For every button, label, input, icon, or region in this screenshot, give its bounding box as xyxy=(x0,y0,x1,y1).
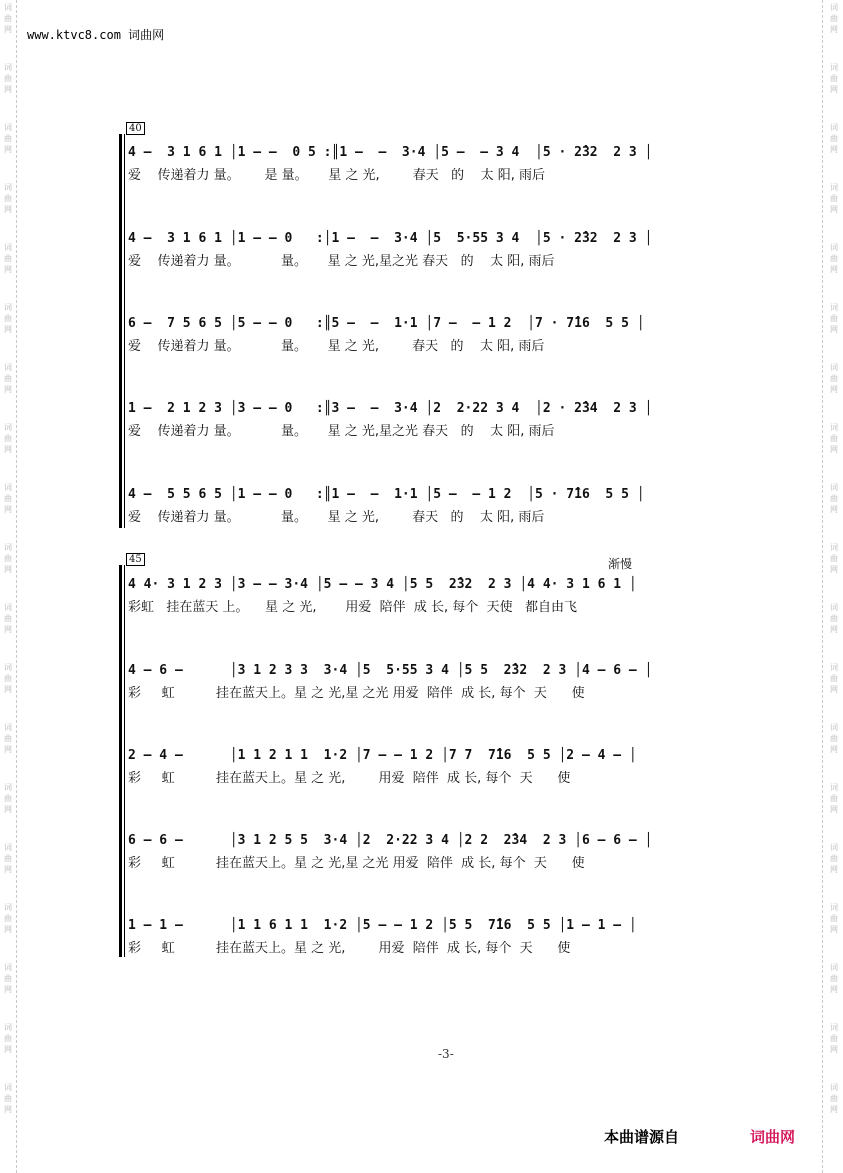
watermark-char: 词 xyxy=(4,783,12,792)
watermark-char: 网 xyxy=(4,505,12,514)
watermark-char: 网 xyxy=(830,685,838,694)
watermark-block xyxy=(827,302,841,335)
watermark-char: 词 xyxy=(4,903,12,912)
voice-part xyxy=(118,142,768,192)
watermark-char: 词 xyxy=(830,363,838,372)
watermark-char: 网 xyxy=(4,445,12,454)
watermark-char: 词 xyxy=(4,723,12,732)
notation-line: 4 4· 3 1 2 3 │3 – – 3·4 │5 – – 3 4 │5 5 2̂32 2 3 │4 4· 3 1 6 1 │ xyxy=(128,577,637,592)
watermark-char: 网 xyxy=(4,685,12,694)
watermark-char: 网 xyxy=(4,85,12,94)
watermark-char: 词 xyxy=(830,1083,838,1092)
watermark-block xyxy=(1,962,15,995)
watermark-char: 网 xyxy=(4,265,12,274)
lyrics-line: 彩 虹 挂在蓝天上。星 之 光,星 之光 用爱 陪伴 成 长, 每个 天 使 xyxy=(128,856,585,871)
watermark-char: 词 xyxy=(830,843,838,852)
watermark-block xyxy=(827,542,841,575)
watermark-block xyxy=(1,722,15,755)
watermark-char: 网 xyxy=(4,745,12,754)
watermark-char: 曲 xyxy=(830,254,838,263)
notation-line: 1 – 1 – │1 1 6 1 1 1·2 │5 – – 1 2 │5 5 7̂16 5 5 │1 – 1 – │ xyxy=(128,918,637,933)
watermark-char: 网 xyxy=(4,145,12,154)
watermark-char: 曲 xyxy=(4,194,12,203)
watermark-block xyxy=(1,1082,15,1115)
watermark-char: 词 xyxy=(830,423,838,432)
watermark-char: 网 xyxy=(4,205,12,214)
watermark-char: 曲 xyxy=(4,14,12,23)
watermark-char: 词 xyxy=(830,963,838,972)
watermark-block xyxy=(1,842,15,875)
watermark-char: 曲 xyxy=(830,554,838,563)
watermark-block xyxy=(827,122,841,155)
watermark-block xyxy=(827,182,841,215)
watermark-char: 曲 xyxy=(830,974,838,983)
watermark-block xyxy=(827,842,841,875)
watermark-char: 网 xyxy=(830,1105,838,1114)
watermark-char: 曲 xyxy=(4,854,12,863)
watermark-char: 网 xyxy=(830,805,838,814)
voice-part xyxy=(118,398,768,448)
watermark-char: 网 xyxy=(4,325,12,334)
watermark-char: 曲 xyxy=(830,374,838,383)
watermark-char: 网 xyxy=(830,385,838,394)
watermark-char: 词 xyxy=(830,723,838,732)
watermark-char: 词 xyxy=(830,3,838,12)
watermark-char: 曲 xyxy=(830,434,838,443)
watermark-char: 曲 xyxy=(4,734,12,743)
watermark-char: 网 xyxy=(830,625,838,634)
voice-part xyxy=(118,574,768,624)
lyrics-line: 爱 传递着力 量。 量。 星 之 光,星之光 春天 的 太 阳, 雨后 xyxy=(128,424,555,439)
lyrics-line: 爱 传递着力 量。 是 量。 星 之 光, 春天 的 太 阳, 雨后 xyxy=(128,168,546,183)
watermark-char: 网 xyxy=(830,865,838,874)
watermark-block xyxy=(1,662,15,695)
watermark-char: 曲 xyxy=(830,1094,838,1103)
watermark-char: 词 xyxy=(830,123,838,132)
watermark-block xyxy=(1,2,15,35)
left-watermark-strip xyxy=(0,0,17,1173)
watermark-char: 曲 xyxy=(4,1094,12,1103)
watermark-char: 词 xyxy=(830,243,838,252)
notation-line: 4 – 3 1 6 1 │1 – – 0 5 :║1 – – 3·4 │5 – – 3 4 │5 · 2̂32 2 3 │ xyxy=(128,145,653,160)
watermark-block xyxy=(827,662,841,695)
watermark-char: 词 xyxy=(4,303,12,312)
watermark-block xyxy=(827,782,841,815)
watermark-char: 曲 xyxy=(830,1034,838,1043)
watermark-char: 网 xyxy=(4,805,12,814)
watermark-block xyxy=(827,1082,841,1115)
voice-part xyxy=(118,915,768,965)
watermark-char: 网 xyxy=(4,1045,12,1054)
watermark-block xyxy=(827,722,841,755)
lyrics-line: 爱 传递着力 量。 量。 星 之 光, 春天 的 太 阳, 雨后 xyxy=(128,339,545,354)
watermark-char: 曲 xyxy=(830,14,838,23)
lyrics-line: 彩 虹 挂在蓝天上。星 之 光, 用爱 陪伴 成 长, 每个 天 使 xyxy=(128,941,571,956)
lyrics-line: 爱 传递着力 量。 量。 星 之 光, 春天 的 太 阳, 雨后 xyxy=(128,510,545,525)
watermark-char: 网 xyxy=(830,1045,838,1054)
watermark-char: 词 xyxy=(4,423,12,432)
watermark-char: 词 xyxy=(4,483,12,492)
watermark-block xyxy=(1,422,15,455)
watermark-char: 曲 xyxy=(830,614,838,623)
notation-line: 1 – 2 1 2 3 │3 – – 0 :║3 – – 3·4 │2 2·22 3 4 │2 · 2̂34 2 3 │ xyxy=(128,401,653,416)
watermark-char: 曲 xyxy=(830,314,838,323)
watermark-char: 网 xyxy=(830,985,838,994)
watermark-char: 词 xyxy=(4,63,12,72)
watermark-char: 词 xyxy=(4,3,12,12)
watermark-char: 曲 xyxy=(4,254,12,263)
tempo-marking: 渐慢 xyxy=(608,557,633,571)
notation-line: 6 – 7 5 6 5 │5 – – 0 :║5 – – 1·1 │7 – – 1 2 │7 · 7̂16 5 5 │ xyxy=(128,316,645,331)
watermark-block xyxy=(1,482,15,515)
watermark-char: 网 xyxy=(830,205,838,214)
voice-part xyxy=(118,484,768,534)
watermark-char: 词 xyxy=(830,63,838,72)
watermark-char: 词 xyxy=(830,663,838,672)
watermark-block xyxy=(1,242,15,275)
notation-line: 2 – 4 – │1 1 2 1 1 1·2 │7 – – 1 2 │7 7 7̂16 5 5 │2 – 4 – │ xyxy=(128,748,637,763)
watermark-char: 网 xyxy=(4,1105,12,1114)
watermark-char: 词 xyxy=(4,603,12,612)
watermark-block xyxy=(827,362,841,395)
watermark-char: 曲 xyxy=(830,914,838,923)
watermark-char: 词 xyxy=(4,1023,12,1032)
lyrics-line: 彩 虹 挂在蓝天上。星 之 光, 用爱 陪伴 成 长, 每个 天 使 xyxy=(128,771,571,786)
watermark-block xyxy=(827,602,841,635)
watermark-block xyxy=(827,1022,841,1055)
source-label: 本曲谱源自 xyxy=(604,1128,680,1146)
score-system-2 xyxy=(118,553,768,963)
watermark-block xyxy=(827,2,841,35)
watermark-char: 网 xyxy=(4,985,12,994)
watermark-char: 曲 xyxy=(4,434,12,443)
watermark-char: 曲 xyxy=(830,674,838,683)
watermark-block xyxy=(827,422,841,455)
watermark-char: 词 xyxy=(830,303,838,312)
site-name[interactable]: 词曲网 xyxy=(128,28,165,42)
watermark-char: 网 xyxy=(830,25,838,34)
right-watermark-strip xyxy=(822,0,843,1173)
notation-line: 4 – 6 – │3 1 2 3 3 3·4 │5 5·55 3 4 │5 5 2̂32 2 3 │4 – 6 – │ xyxy=(128,663,653,678)
watermark-char: 曲 xyxy=(830,74,838,83)
watermark-char: 词 xyxy=(4,663,12,672)
watermark-char: 词 xyxy=(4,543,12,552)
watermark-char: 曲 xyxy=(4,314,12,323)
score-system-1 xyxy=(118,122,768,532)
voice-part xyxy=(118,313,768,363)
watermark-block xyxy=(1,302,15,335)
notation-line: 4 – 5 5 6 5 │1 – – 0 :║1 – – 1·1 │5 – – 1 2 │5 · 7̂16 5 5 │ xyxy=(128,487,645,502)
watermark-char: 曲 xyxy=(4,554,12,563)
notation-line: 6 – 6 – │3 1 2 5 5 3·4 │2 2·22 3 4 │2 2 2̂34 2 3 │6 – 6 – │ xyxy=(128,833,653,848)
watermark-char: 网 xyxy=(830,505,838,514)
watermark-char: 网 xyxy=(4,25,12,34)
watermark-block xyxy=(1,182,15,215)
voice-part xyxy=(118,660,768,710)
watermark-block xyxy=(1,782,15,815)
watermark-char: 词 xyxy=(4,123,12,132)
watermark-char: 曲 xyxy=(4,374,12,383)
watermark-char: 网 xyxy=(4,625,12,634)
watermark-char: 曲 xyxy=(4,494,12,503)
page-number: -3- xyxy=(438,1047,454,1061)
watermark-char: 曲 xyxy=(4,1034,12,1043)
watermark-char: 词 xyxy=(830,183,838,192)
watermark-char: 曲 xyxy=(830,734,838,743)
notation-line: 4 – 3 1 6 1 │1 – – 0 :│1 – – 3·4 │5 5·55 3 4 │5 · 2̂32 2 3 │ xyxy=(128,231,653,246)
watermark-char: 词 xyxy=(4,963,12,972)
watermark-block xyxy=(827,482,841,515)
watermark-char: 曲 xyxy=(4,794,12,803)
site-url[interactable]: www.ktvc8.com xyxy=(27,28,121,42)
watermark-char: 词 xyxy=(830,603,838,612)
watermark-char: 曲 xyxy=(830,794,838,803)
watermark-char: 词 xyxy=(4,183,12,192)
watermark-block xyxy=(1,602,15,635)
watermark-char: 词 xyxy=(830,543,838,552)
watermark-char: 词 xyxy=(830,783,838,792)
watermark-char: 词 xyxy=(830,903,838,912)
voice-part xyxy=(118,228,768,278)
watermark-char: 曲 xyxy=(4,914,12,923)
lyrics-line: 彩 虹 挂在蓝天上。星 之 光,星 之光 用爱 陪伴 成 长, 每个 天 使 xyxy=(128,686,585,701)
watermark-char: 词 xyxy=(830,1023,838,1032)
watermark-char: 曲 xyxy=(830,134,838,143)
watermark-block xyxy=(1,542,15,575)
watermark-char: 词 xyxy=(4,843,12,852)
watermark-char: 网 xyxy=(830,265,838,274)
watermark-block xyxy=(827,902,841,935)
watermark-char: 曲 xyxy=(4,674,12,683)
watermark-block xyxy=(827,242,841,275)
watermark-char: 网 xyxy=(830,925,838,934)
watermark-char: 曲 xyxy=(4,614,12,623)
watermark-char: 曲 xyxy=(4,134,12,143)
watermark-char: 曲 xyxy=(830,854,838,863)
watermark-block xyxy=(1,902,15,935)
watermark-char: 网 xyxy=(830,85,838,94)
watermark-char: 网 xyxy=(830,565,838,574)
watermark-block xyxy=(827,62,841,95)
watermark-block xyxy=(1,62,15,95)
measure-number: 45 xyxy=(126,553,145,566)
watermark-char: 词 xyxy=(830,483,838,492)
voice-part xyxy=(118,745,768,795)
watermark-char: 曲 xyxy=(4,974,12,983)
watermark-char: 网 xyxy=(4,565,12,574)
watermark-char: 词 xyxy=(4,1083,12,1092)
watermark-char: 曲 xyxy=(830,494,838,503)
watermark-block xyxy=(827,962,841,995)
watermark-block xyxy=(1,122,15,155)
watermark-char: 词 xyxy=(4,243,12,252)
watermark-char: 网 xyxy=(830,445,838,454)
watermark-char: 网 xyxy=(4,925,12,934)
measure-number: 40 xyxy=(126,122,145,135)
lyrics-line: 彩虹 挂在蓝天 上。 星 之 光, 用爱 陪伴 成 长, 每个 天使 都自由飞 xyxy=(128,600,577,615)
voice-part xyxy=(118,830,768,880)
watermark-char: 曲 xyxy=(4,74,12,83)
watermark-char: 网 xyxy=(4,385,12,394)
watermark-block xyxy=(1,362,15,395)
watermark-char: 网 xyxy=(830,145,838,154)
lyrics-line: 爱 传递着力 量。 量。 星 之 光,星之光 春天 的 太 阳, 雨后 xyxy=(128,254,555,269)
watermark-char: 词 xyxy=(4,363,12,372)
watermark-char: 曲 xyxy=(830,194,838,203)
watermark-char: 网 xyxy=(4,865,12,874)
watermark-char: 网 xyxy=(830,325,838,334)
watermark-block xyxy=(1,1022,15,1055)
watermark-char: 网 xyxy=(830,745,838,754)
site-header[interactable] xyxy=(27,26,164,43)
source-site-link[interactable]: 词曲网 xyxy=(750,1128,796,1146)
